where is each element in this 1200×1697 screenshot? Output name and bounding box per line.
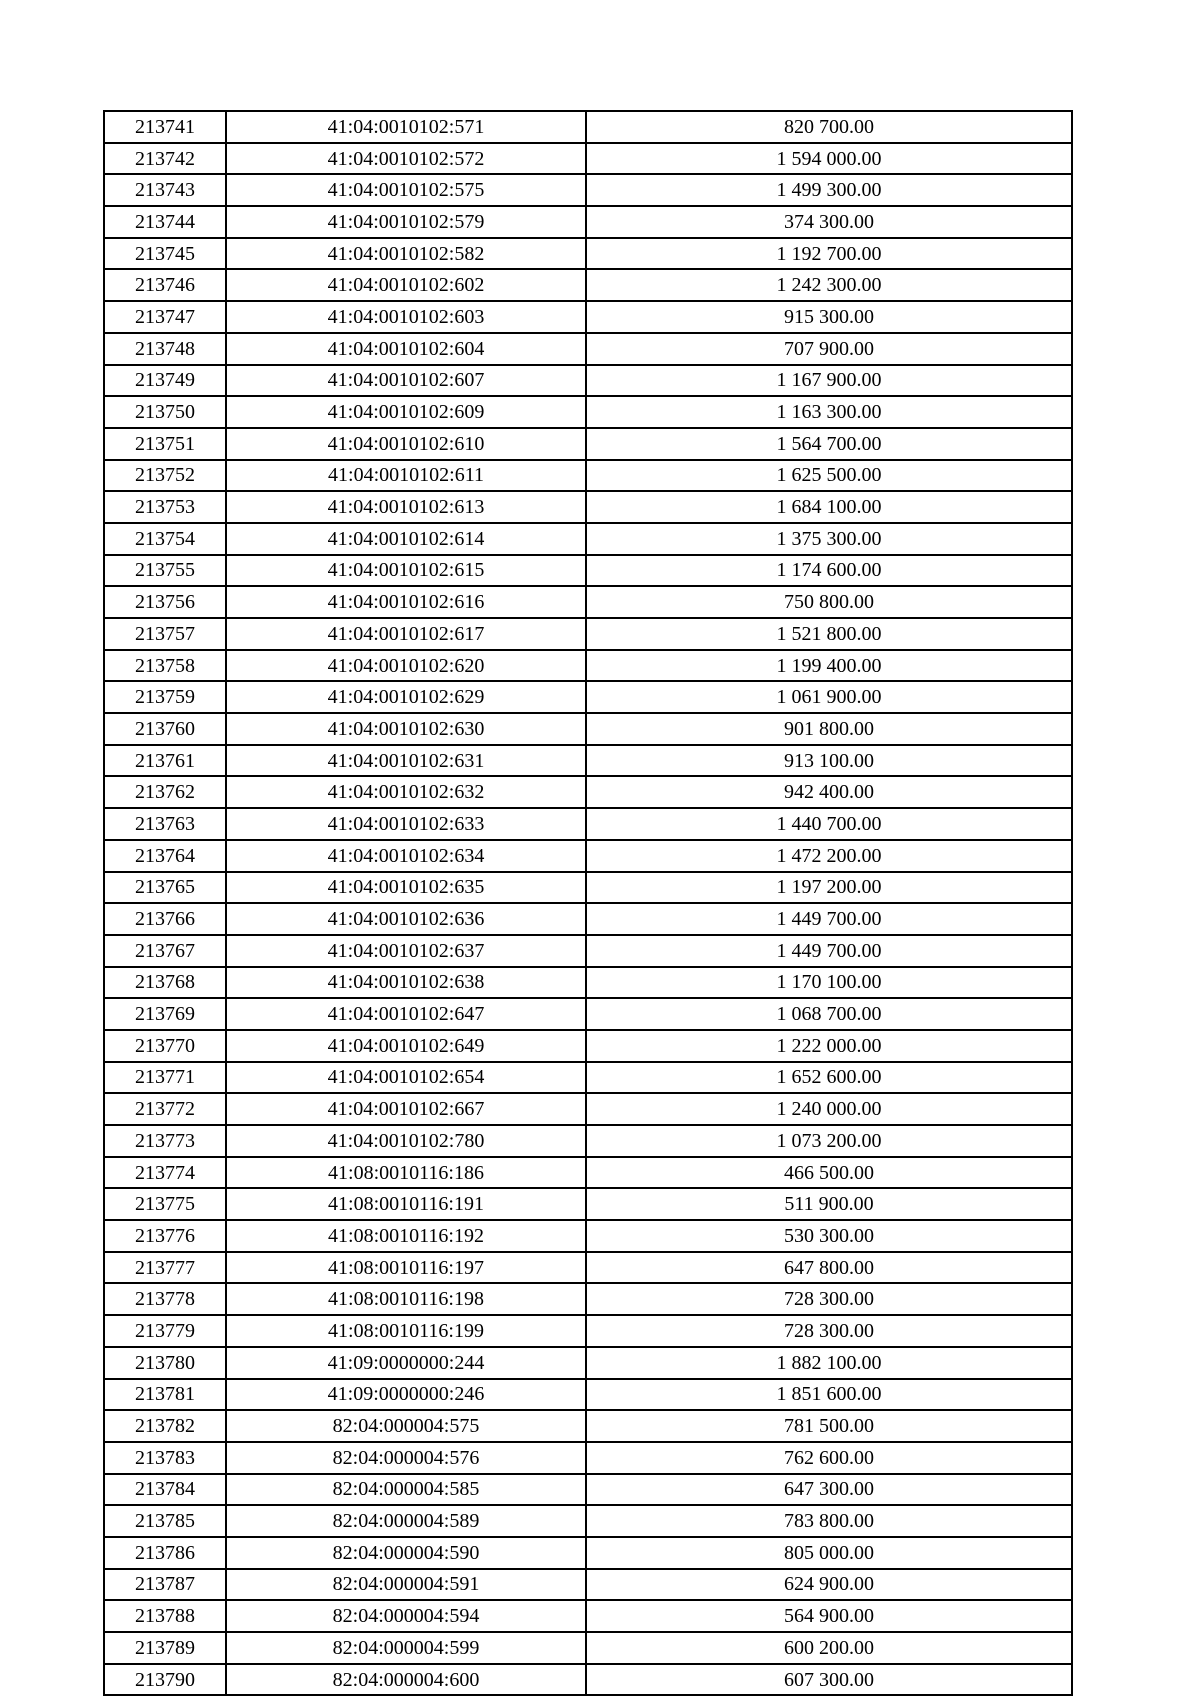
cadastral-number-cell: 41:04:0010102:617 bbox=[226, 618, 586, 650]
cadastral-number-cell: 82:04:000004:600 bbox=[226, 1664, 586, 1696]
value-cell: 915 300.00 bbox=[586, 301, 1072, 333]
cadastral-number-cell: 41:04:0010102:632 bbox=[226, 776, 586, 808]
cadastral-number-cell: 41:09:0000000:246 bbox=[226, 1379, 586, 1411]
cadastral-number-cell: 41:04:0010102:611 bbox=[226, 460, 586, 492]
row-number-cell: 213766 bbox=[104, 903, 226, 935]
table-row bbox=[104, 460, 1072, 492]
row-number-cell: 213762 bbox=[104, 776, 226, 808]
value-cell: 805 000.00 bbox=[586, 1537, 1072, 1569]
cadastral-number-cell: 82:04:000004:599 bbox=[226, 1632, 586, 1664]
cadastral-number-cell: 41:04:0010102:616 bbox=[226, 586, 586, 618]
table-row bbox=[104, 1125, 1072, 1157]
row-number-cell: 213765 bbox=[104, 872, 226, 904]
table-row bbox=[104, 111, 1072, 143]
value-cell: 1 174 600.00 bbox=[586, 555, 1072, 587]
cadastral-number-cell: 41:04:0010102:638 bbox=[226, 967, 586, 999]
value-cell: 728 300.00 bbox=[586, 1315, 1072, 1347]
table-row bbox=[104, 1062, 1072, 1094]
table-row bbox=[104, 1093, 1072, 1125]
row-number-cell: 213769 bbox=[104, 998, 226, 1030]
value-cell: 913 100.00 bbox=[586, 745, 1072, 777]
cadastral-number-cell: 41:04:0010102:630 bbox=[226, 713, 586, 745]
cadastral-number-cell: 82:04:000004:589 bbox=[226, 1505, 586, 1537]
row-number-cell: 213752 bbox=[104, 460, 226, 492]
cadastral-number-cell: 41:04:0010102:633 bbox=[226, 808, 586, 840]
value-cell: 1 564 700.00 bbox=[586, 428, 1072, 460]
value-cell: 1 521 800.00 bbox=[586, 618, 1072, 650]
cadastral-number-cell: 41:04:0010102:629 bbox=[226, 681, 586, 713]
table-row bbox=[104, 1600, 1072, 1632]
row-number-cell: 213743 bbox=[104, 174, 226, 206]
table-row bbox=[104, 301, 1072, 333]
value-cell: 607 300.00 bbox=[586, 1664, 1072, 1696]
table-row bbox=[104, 808, 1072, 840]
value-cell: 564 900.00 bbox=[586, 1600, 1072, 1632]
row-number-cell: 213781 bbox=[104, 1379, 226, 1411]
cadastral-number-cell: 41:04:0010102:571 bbox=[226, 111, 586, 143]
value-cell: 624 900.00 bbox=[586, 1569, 1072, 1601]
table-row bbox=[104, 713, 1072, 745]
value-cell: 1 440 700.00 bbox=[586, 808, 1072, 840]
table-row bbox=[104, 1030, 1072, 1062]
table-row bbox=[104, 396, 1072, 428]
cadastral-number-cell: 41:09:0000000:244 bbox=[226, 1347, 586, 1379]
cadastral-number-cell: 41:08:0010116:199 bbox=[226, 1315, 586, 1347]
table-row bbox=[104, 1569, 1072, 1601]
row-number-cell: 213757 bbox=[104, 618, 226, 650]
value-cell: 374 300.00 bbox=[586, 206, 1072, 238]
table-row bbox=[104, 1157, 1072, 1189]
cadastral-number-cell: 41:04:0010102:631 bbox=[226, 745, 586, 777]
value-cell: 1 242 300.00 bbox=[586, 269, 1072, 301]
value-cell: 1 192 700.00 bbox=[586, 238, 1072, 270]
value-cell: 1 652 600.00 bbox=[586, 1062, 1072, 1094]
cadastral-number-cell: 41:08:0010116:191 bbox=[226, 1188, 586, 1220]
table-row bbox=[104, 903, 1072, 935]
cadastral-number-cell: 41:04:0010102:572 bbox=[226, 143, 586, 175]
value-cell: 750 800.00 bbox=[586, 586, 1072, 618]
row-number-cell: 213775 bbox=[104, 1188, 226, 1220]
table-row bbox=[104, 1283, 1072, 1315]
table-row bbox=[104, 1410, 1072, 1442]
row-number-cell: 213790 bbox=[104, 1664, 226, 1696]
cadastral-number-cell: 82:04:000004:575 bbox=[226, 1410, 586, 1442]
value-cell: 1 449 700.00 bbox=[586, 935, 1072, 967]
row-number-cell: 213773 bbox=[104, 1125, 226, 1157]
row-number-cell: 213784 bbox=[104, 1474, 226, 1506]
row-number-cell: 213749 bbox=[104, 365, 226, 397]
table-row bbox=[104, 1188, 1072, 1220]
table-row bbox=[104, 1505, 1072, 1537]
row-number-cell: 213785 bbox=[104, 1505, 226, 1537]
cadastral-number-cell: 82:04:000004:576 bbox=[226, 1442, 586, 1474]
row-number-cell: 213776 bbox=[104, 1220, 226, 1252]
table-row bbox=[104, 935, 1072, 967]
row-number-cell: 213744 bbox=[104, 206, 226, 238]
row-number-cell: 213756 bbox=[104, 586, 226, 618]
value-cell: 1 625 500.00 bbox=[586, 460, 1072, 492]
table-row bbox=[104, 745, 1072, 777]
cadastral-number-cell: 41:04:0010102:780 bbox=[226, 1125, 586, 1157]
row-number-cell: 213774 bbox=[104, 1157, 226, 1189]
table-row bbox=[104, 238, 1072, 270]
value-cell: 1 170 100.00 bbox=[586, 967, 1072, 999]
row-number-cell: 213759 bbox=[104, 681, 226, 713]
row-number-cell: 213754 bbox=[104, 523, 226, 555]
value-cell: 783 800.00 bbox=[586, 1505, 1072, 1537]
cadastral-number-cell: 41:04:0010102:613 bbox=[226, 491, 586, 523]
value-cell: 942 400.00 bbox=[586, 776, 1072, 808]
table-row bbox=[104, 618, 1072, 650]
table-row bbox=[104, 1379, 1072, 1411]
cadastral-number-cell: 41:04:0010102:634 bbox=[226, 840, 586, 872]
value-cell: 728 300.00 bbox=[586, 1283, 1072, 1315]
table-row bbox=[104, 1442, 1072, 1474]
table-row bbox=[104, 998, 1072, 1030]
row-number-cell: 213760 bbox=[104, 713, 226, 745]
cadastral-number-cell: 41:04:0010102:604 bbox=[226, 333, 586, 365]
value-cell: 1 499 300.00 bbox=[586, 174, 1072, 206]
table-row bbox=[104, 1315, 1072, 1347]
cadastral-number-cell: 41:04:0010102:614 bbox=[226, 523, 586, 555]
value-cell: 1 684 100.00 bbox=[586, 491, 1072, 523]
value-cell: 1 167 900.00 bbox=[586, 365, 1072, 397]
value-cell: 1 061 900.00 bbox=[586, 681, 1072, 713]
value-cell: 1 375 300.00 bbox=[586, 523, 1072, 555]
table-row bbox=[104, 206, 1072, 238]
value-cell: 1 240 000.00 bbox=[586, 1093, 1072, 1125]
table-row bbox=[104, 365, 1072, 397]
table-row bbox=[104, 1347, 1072, 1379]
cadastral-number-cell: 41:04:0010102:609 bbox=[226, 396, 586, 428]
value-cell: 707 900.00 bbox=[586, 333, 1072, 365]
row-number-cell: 213787 bbox=[104, 1569, 226, 1601]
value-cell: 511 900.00 bbox=[586, 1188, 1072, 1220]
value-cell: 1 472 200.00 bbox=[586, 840, 1072, 872]
row-number-cell: 213746 bbox=[104, 269, 226, 301]
value-cell: 1 222 000.00 bbox=[586, 1030, 1072, 1062]
row-number-cell: 213778 bbox=[104, 1283, 226, 1315]
row-number-cell: 213751 bbox=[104, 428, 226, 460]
value-cell: 820 700.00 bbox=[586, 111, 1072, 143]
table-row bbox=[104, 776, 1072, 808]
cadastral-number-cell: 41:08:0010116:186 bbox=[226, 1157, 586, 1189]
value-cell: 1 594 000.00 bbox=[586, 143, 1072, 175]
table-row bbox=[104, 491, 1072, 523]
cadastral-number-cell: 41:08:0010116:198 bbox=[226, 1283, 586, 1315]
table-row bbox=[104, 1252, 1072, 1284]
table-row bbox=[104, 967, 1072, 999]
row-number-cell: 213753 bbox=[104, 491, 226, 523]
value-cell: 466 500.00 bbox=[586, 1157, 1072, 1189]
row-number-cell: 213772 bbox=[104, 1093, 226, 1125]
cadastral-number-cell: 41:04:0010102:582 bbox=[226, 238, 586, 270]
table-row bbox=[104, 650, 1072, 682]
row-number-cell: 213758 bbox=[104, 650, 226, 682]
value-cell: 647 300.00 bbox=[586, 1474, 1072, 1506]
table-row bbox=[104, 428, 1072, 460]
cadastral-number-cell: 82:04:000004:591 bbox=[226, 1569, 586, 1601]
row-number-cell: 213747 bbox=[104, 301, 226, 333]
value-cell: 647 800.00 bbox=[586, 1252, 1072, 1284]
cadastral-number-cell: 41:08:0010116:197 bbox=[226, 1252, 586, 1284]
row-number-cell: 213741 bbox=[104, 111, 226, 143]
cadastral-number-cell: 82:04:000004:590 bbox=[226, 1537, 586, 1569]
table-row bbox=[104, 1537, 1072, 1569]
table-row bbox=[104, 1474, 1072, 1506]
cadastral-number-cell: 82:04:000004:585 bbox=[226, 1474, 586, 1506]
cadastral-number-cell: 41:04:0010102:615 bbox=[226, 555, 586, 587]
table-row bbox=[104, 269, 1072, 301]
value-cell: 901 800.00 bbox=[586, 713, 1072, 745]
row-number-cell: 213750 bbox=[104, 396, 226, 428]
table-row bbox=[104, 872, 1072, 904]
row-number-cell: 213789 bbox=[104, 1632, 226, 1664]
row-number-cell: 213748 bbox=[104, 333, 226, 365]
row-number-cell: 213788 bbox=[104, 1600, 226, 1632]
cadastral-number-cell: 41:04:0010102:579 bbox=[226, 206, 586, 238]
row-number-cell: 213783 bbox=[104, 1442, 226, 1474]
value-cell: 530 300.00 bbox=[586, 1220, 1072, 1252]
value-cell: 1 068 700.00 bbox=[586, 998, 1072, 1030]
row-number-cell: 213771 bbox=[104, 1062, 226, 1094]
cadastral-number-cell: 41:04:0010102:635 bbox=[226, 872, 586, 904]
table-row bbox=[104, 523, 1072, 555]
row-number-cell: 213779 bbox=[104, 1315, 226, 1347]
table-row bbox=[104, 1664, 1072, 1696]
row-number-cell: 213780 bbox=[104, 1347, 226, 1379]
table-row bbox=[104, 1632, 1072, 1664]
value-cell: 1 449 700.00 bbox=[586, 903, 1072, 935]
cadastral-number-cell: 41:04:0010102:620 bbox=[226, 650, 586, 682]
table-row bbox=[104, 586, 1072, 618]
value-cell: 1 199 400.00 bbox=[586, 650, 1072, 682]
row-number-cell: 213745 bbox=[104, 238, 226, 270]
cadastral-number-cell: 41:04:0010102:607 bbox=[226, 365, 586, 397]
row-number-cell: 213770 bbox=[104, 1030, 226, 1062]
table-row bbox=[104, 174, 1072, 206]
table-row bbox=[104, 143, 1072, 175]
cadastral-number-cell: 41:04:0010102:654 bbox=[226, 1062, 586, 1094]
row-number-cell: 213786 bbox=[104, 1537, 226, 1569]
cadastral-number-cell: 41:04:0010102:647 bbox=[226, 998, 586, 1030]
row-number-cell: 213768 bbox=[104, 967, 226, 999]
data-table bbox=[103, 110, 1073, 1696]
cadastral-number-cell: 41:04:0010102:610 bbox=[226, 428, 586, 460]
table-row bbox=[104, 333, 1072, 365]
table-row bbox=[104, 1220, 1072, 1252]
value-cell: 1 851 600.00 bbox=[586, 1379, 1072, 1411]
table-row bbox=[104, 840, 1072, 872]
row-number-cell: 213761 bbox=[104, 745, 226, 777]
table-row bbox=[104, 681, 1072, 713]
table-row bbox=[104, 555, 1072, 587]
row-number-cell: 213763 bbox=[104, 808, 226, 840]
cadastral-number-cell: 41:04:0010102:636 bbox=[226, 903, 586, 935]
cadastral-number-cell: 41:04:0010102:575 bbox=[226, 174, 586, 206]
value-cell: 781 500.00 bbox=[586, 1410, 1072, 1442]
value-cell: 600 200.00 bbox=[586, 1632, 1072, 1664]
cadastral-number-cell: 41:04:0010102:602 bbox=[226, 269, 586, 301]
cadastral-number-cell: 41:04:0010102:649 bbox=[226, 1030, 586, 1062]
row-number-cell: 213755 bbox=[104, 555, 226, 587]
cadastral-number-cell: 41:04:0010102:667 bbox=[226, 1093, 586, 1125]
row-number-cell: 213767 bbox=[104, 935, 226, 967]
value-cell: 1 163 300.00 bbox=[586, 396, 1072, 428]
row-number-cell: 213782 bbox=[104, 1410, 226, 1442]
value-cell: 762 600.00 bbox=[586, 1442, 1072, 1474]
row-number-cell: 213777 bbox=[104, 1252, 226, 1284]
value-cell: 1 073 200.00 bbox=[586, 1125, 1072, 1157]
cadastral-number-cell: 41:04:0010102:637 bbox=[226, 935, 586, 967]
table-body bbox=[104, 111, 1072, 1695]
cadastral-number-cell: 82:04:000004:594 bbox=[226, 1600, 586, 1632]
row-number-cell: 213764 bbox=[104, 840, 226, 872]
cadastral-number-cell: 41:04:0010102:603 bbox=[226, 301, 586, 333]
value-cell: 1 197 200.00 bbox=[586, 872, 1072, 904]
value-cell: 1 882 100.00 bbox=[586, 1347, 1072, 1379]
row-number-cell: 213742 bbox=[104, 143, 226, 175]
cadastral-number-cell: 41:08:0010116:192 bbox=[226, 1220, 586, 1252]
